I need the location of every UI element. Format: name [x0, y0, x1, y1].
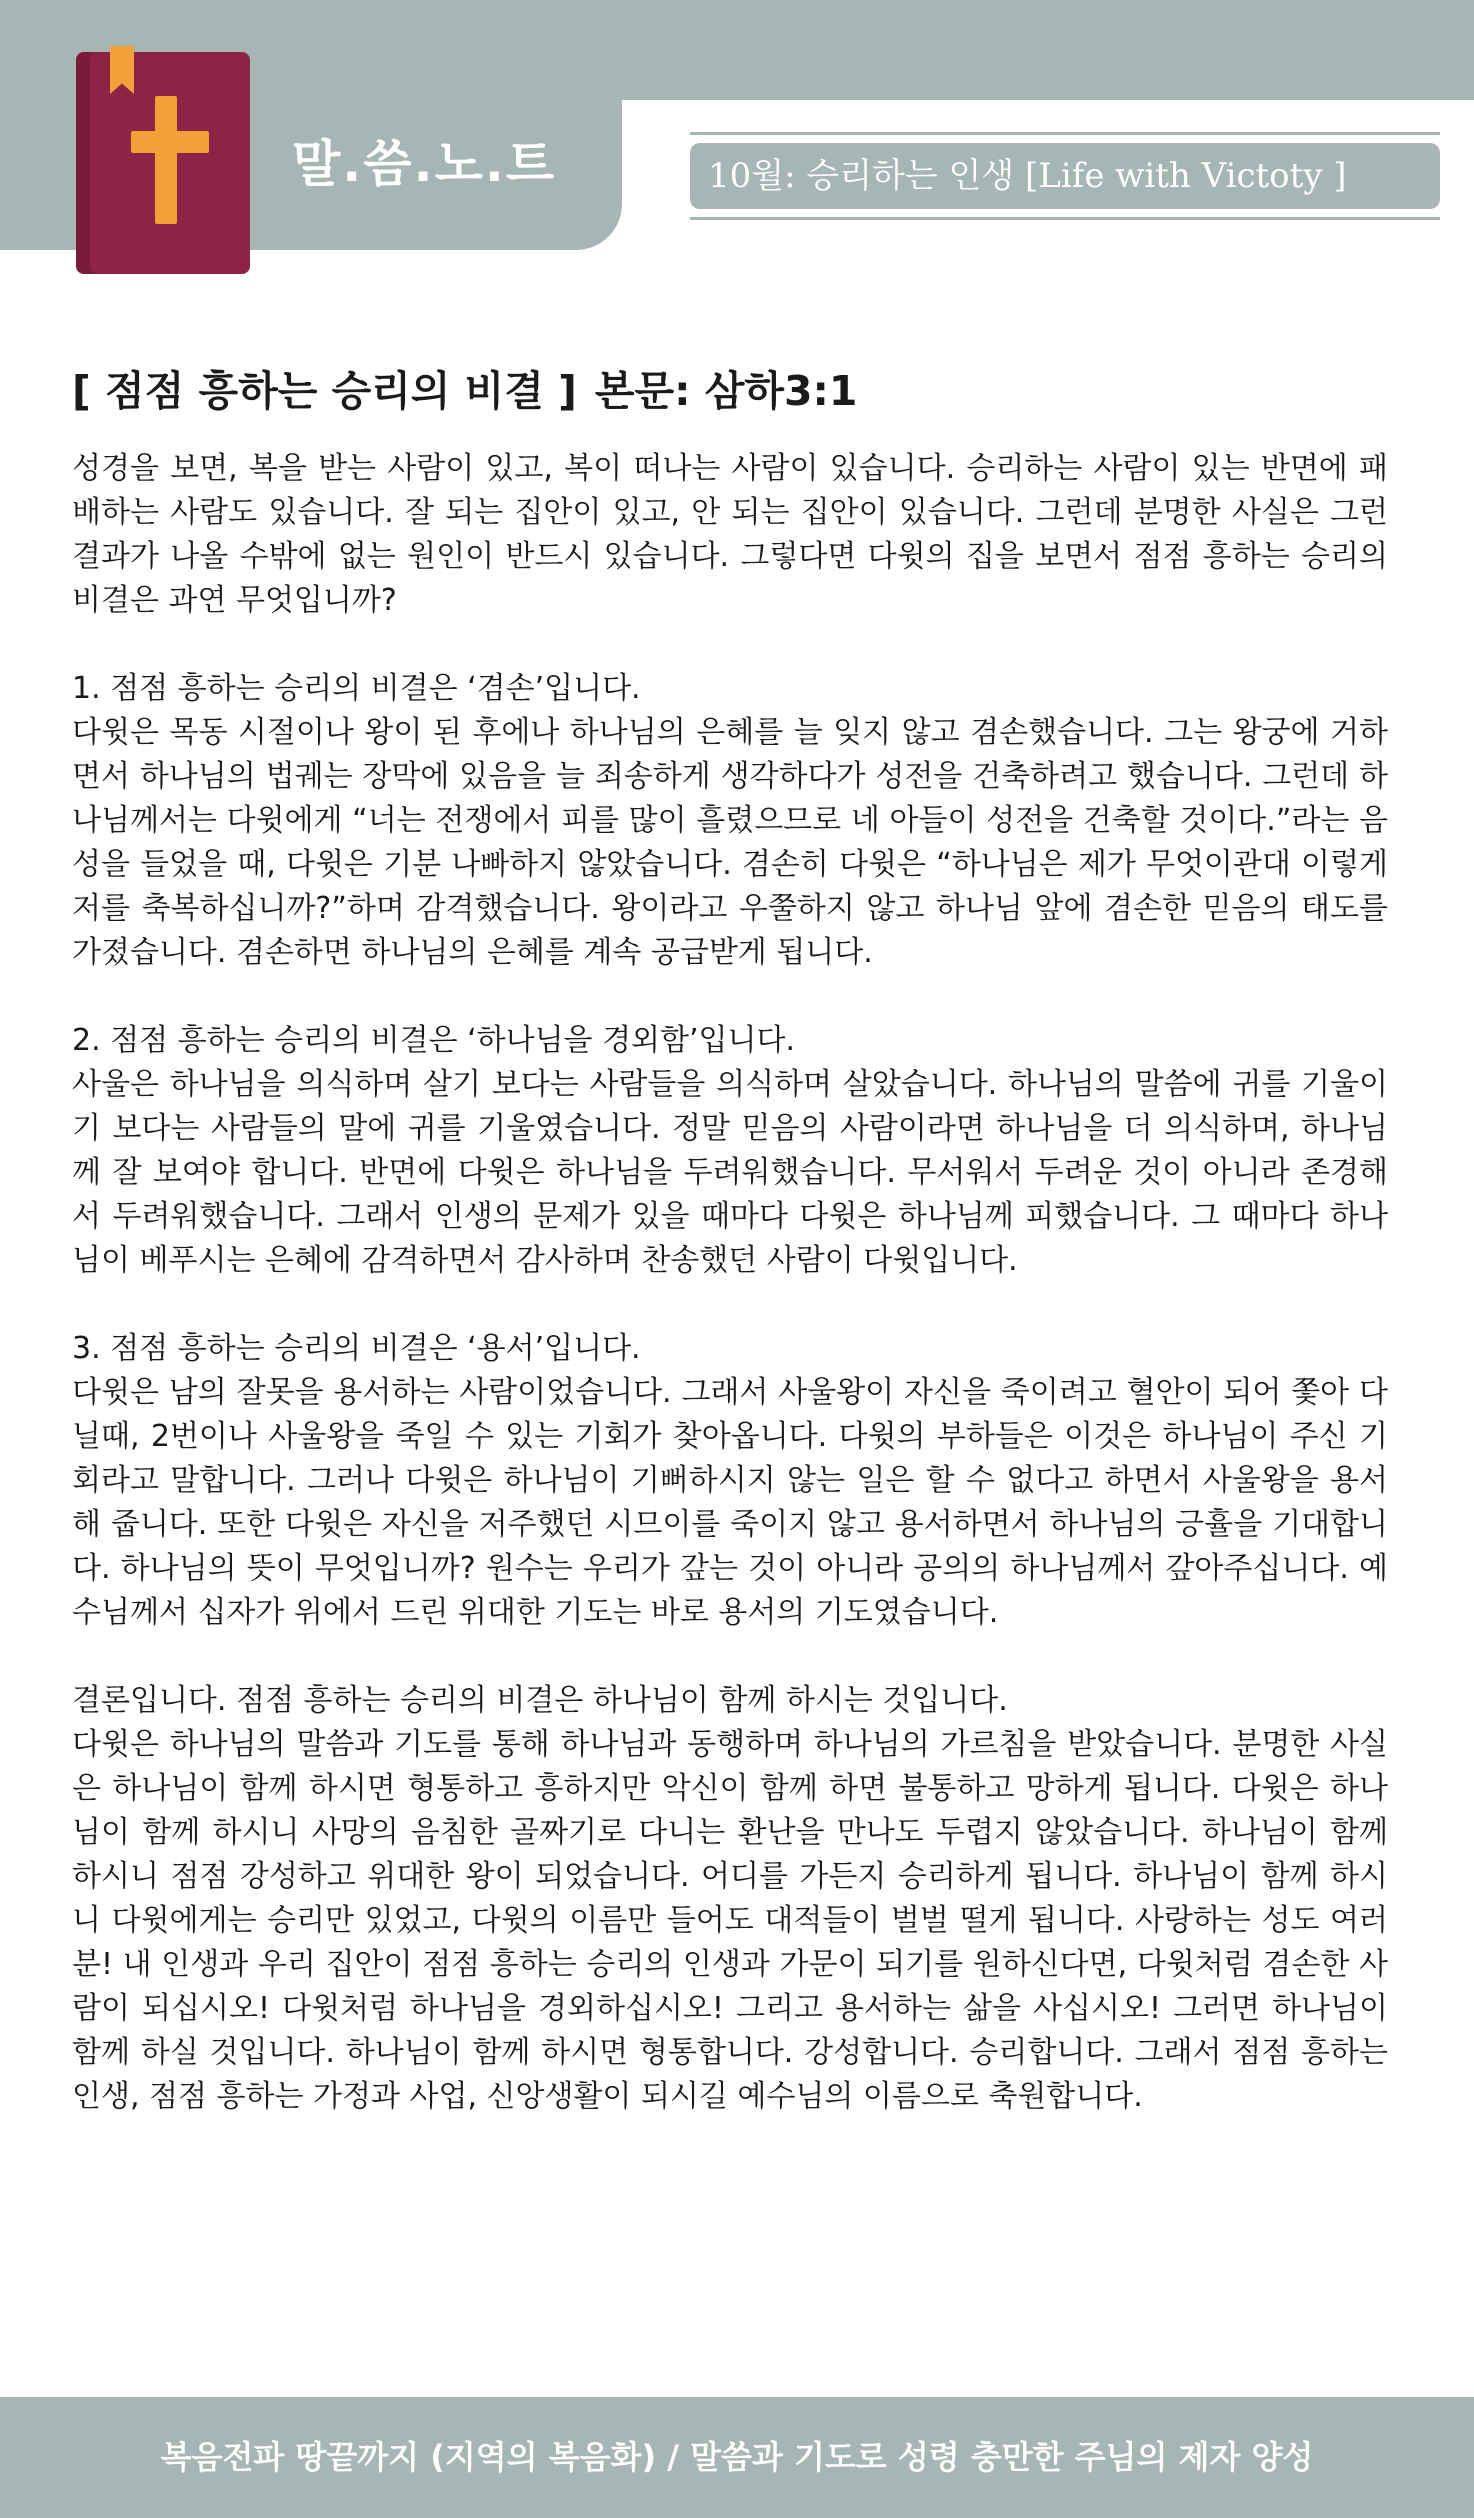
point-3-heading: 3. 점점 흥하는 승리의 비결은 ‘용서’입니다.	[72, 1331, 641, 1366]
footer-banner	[0, 2397, 1474, 2518]
series-divider-top	[690, 132, 1440, 135]
paragraph-body: 성경을 보면, 복을 받는 사람이 있고, 복이 떠나는 사람이 있습니다. 승리하는 사람이 있는 반면에 패배하는 사람도 있습니다. 잘 되는 집안이 있고, 안 되는 집안이 있습니다. 그런데 분명한 사실은 그런 결과가 나올 수밖에 없는 원인이 반드시 있습니다. 그렇다면 다윗의 집을 보면서 점점 흥하는 승리의 비결은 과연 무엇입니까?	[72, 451, 1388, 618]
series-divider-bottom	[690, 217, 1440, 220]
sermon-title: [ 점점 흥하는 승리의 비결 ]	[72, 367, 577, 415]
footer-text: 복음전파 땅끝까지 (지역의 복음화) / 말씀과 기도로 성령 충만한 주님의 제자 양성	[160, 2438, 1314, 2476]
conclusion-paragraph	[72, 1679, 1388, 2119]
cross-icon-bar	[131, 131, 209, 153]
point-1-body: 다윗은 목동 시절이나 왕이 된 후에나 하나님의 은혜를 늘 잊지 않고 겸손했습니다. 그는 왕궁에 거하면서 하나님의 법궤는 장막에 있음을 늘 죄송하게 생각하다가 성전을 건축하려고 했습니다. 그런데 하나님께서는 다윗에게 “너는 전쟁에서 피를 많이 흘렸으므로 네 아들이 성전을 건축할 것이다.”라는 음성을 들었을 때, 다윗은 기분 나빠하지 않았습니다. 겸손히 다윗은 “하나님은 제가 무엇이관대 이렇게 저를 축복하십니까?”하며 감격했습니다. 왕이라고 우쭐하지 않고 하나님 앞에 겸손한 믿음의 태도를 가졌습니다. 겸손하면 하나님의 은혜를 계속 공급받게 됩니다.	[72, 715, 1388, 970]
intro-paragraph	[72, 447, 1388, 623]
point-1-paragraph	[72, 667, 1388, 975]
point-2-body: 사울은 하나님을 의식하며 살기 보다는 사람들을 의식하며 살았습니다. 하나님의 말씀에 귀를 기울이기 보다는 사람들의 말에 귀를 기울였습니다. 정말 믿음의 사람이라면 하나님을 더 의식하며, 하나님께 잘 보여야 합니다. 반면에 다윗은 하나님을 두려워했습니다. 무서워서 두려운 것이 아니라 존경해서 두려워했습니다. 그래서 인생의 문제가 있을 때마다 다윗은 하나님께 피했습니다. 그 때마다 하나님이 베푸시는 은혜에 감격하면서 감사하며 찬송했던 사람이 다윗입니다.	[72, 1067, 1388, 1278]
sermon-heading	[72, 358, 1412, 417]
conclusion-heading: 결론입니다. 점점 흥하는 승리의 비결은 하나님이 함께 하시는 것입니다.	[72, 1683, 1008, 1718]
series-label: 10월: 승리하는 인생 [Life with Victoty ]	[690, 143, 1440, 209]
sermon-passage: 본문: 삼하3:1	[594, 367, 858, 415]
cross-icon	[155, 96, 177, 224]
brand-title: 말.씀.노.트	[292, 135, 557, 193]
sermon-body	[72, 447, 1388, 2163]
point-3-paragraph	[72, 1327, 1388, 1635]
point-2-paragraph	[72, 1019, 1388, 1283]
point-1-heading: 1. 점점 흥하는 승리의 비결은 ‘겸손’입니다.	[72, 671, 641, 706]
conclusion-body: 다윗은 하나님의 말씀과 기도를 통해 하나님과 동행하며 하나님의 가르침을 받았습니다. 분명한 사실은 하나님이 함께 하시면 형통하고 흥하지만 악신이 함께 하면 불통하고 망하게 됩니다. 다윗은 하나님이 함께 하시니 사망의 음침한 골짜기로 다니는 환난을 만나도 두렵지 않았습니다. 하나님이 함께 하시니 점점 강성하고 위대한 왕이 되었습니다. 어디를 가든지 승리하게 됩니다. 하나님이 함께 하시니 다윗에게는 승리만 있었고, 다윗의 이름만 들어도 대적들이 벌벌 떨게 됩니다. 사랑하는 성도 여러분! 내 인생과 우리 집안이 점점 흥하는 승리의 인생과 가문이 되기를 원하신다면, 다윗처럼 겸손한 사람이 되십시오! 다윗처럼 하나님을 경외하십시오! 그리고 용서하는 삶을 사십시오! 그러면 하나님이 함께 하실 것입니다. 하나님이 함께 하시면 형통합니다. 강성합니다. 승리합니다. 그래서 점점 흥하는 인생, 점점 흥하는 가정과 사업, 신앙생활이 되시길 예수님의 이름으로 축원합니다.	[72, 1727, 1388, 2114]
point-2-heading: 2. 점점 흥하는 승리의 비결은 ‘하나님을 경외함’입니다.	[72, 1023, 796, 1058]
point-3-body: 다윗은 남의 잘못을 용서하는 사람이었습니다. 그래서 사울왕이 자신을 죽이려고 혈안이 되어 쫓아 다닐때, 2번이나 사울왕을 죽일 수 있는 기회가 찾아옵니다. 다윗의 부하들은 이것은 하나님이 주신 기회라고 말합니다. 그러나 다윗은 하나님이 기뻐하시지 않는 일은 할 수 없다고 하면서 사울왕을 용서해 줍니다. 또한 다윗은 자신을 저주했던 시므이를 죽이지 않고 용서하면서 하나님의 긍휼을 기대합니다. 하나님의 뜻이 무엇입니까? 원수는 우리가 갚는 것이 아니라 공의의 하나님께서 갚아주십니다. 예수님께서 십자가 위에서 드린 위대한 기도는 바로 용서의 기도였습니다.	[72, 1375, 1388, 1630]
